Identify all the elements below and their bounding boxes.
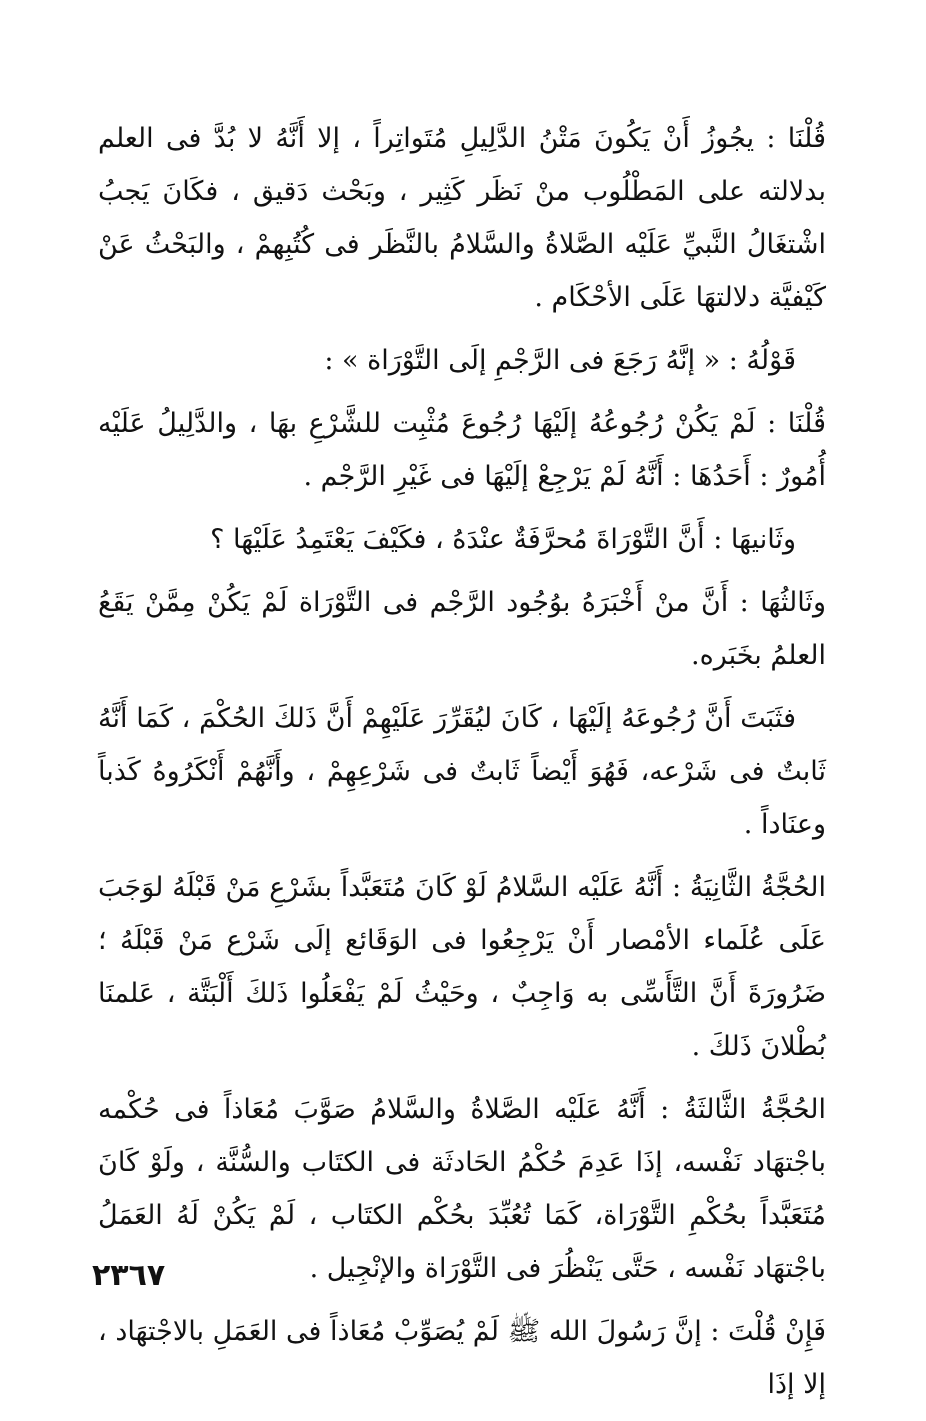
paragraph-8: الحُجَّةُ الثَّالثَةُ : أَنَّهُ عَلَيْه الصَّلاةُ والسَّلامُ صَوَّبَ مُعَاذاً فى حُكْمه باجْتهَاد نَفْسه، إذَا عَدِمَ حُكْمُ الحَادثَة فى الكتَاب والسُّنَّة ، ولَوْ كَانَ مُتَعَبَّداً بحُكْمِ التَّوْرَاة، كَمَا تُعُبِّدَ بحُكْم الكتَاب ، لَمْ يَكُنْ لَهُ العَمَلُ باجْتهَاد نَفْسه ، حَتَّى يَنْظُرَ فى التَّوْرَاة والإنْجِيل . xyxy=(98,1094,826,1284)
paragraph-5: وثَالثُهَا : أَنَّ منْ أَخْبَرَهُ بوُجُود الرَّجْم فى التَّوْرَاة لَمْ يَكُنْ مِمَّنْ يَقَعُ العلمُ بخَبَره. xyxy=(98,587,826,671)
paragraph-3: قُلْنَا : لَمْ يَكُنْ رُجُوعُهُ إلَيْهَا رُجُوعَ مُثْبِت للشَّرْعِ بهَا ، والدَّلِيلُ عَلَيْه أُمُورٌ : أَحَدُهَا : أَنَّهُ لَمْ يَرْجِعْ إلَيْهَا فى غَيْرِ الرَّجْم . xyxy=(98,408,826,492)
paragraph-9: فَإِنْ قُلْتَ : إنَّ رَسُولَ الله ﷺ لَمْ يُصَوِّبْ مُعَاذاً فى العَمَلِ بالاجْتهَاد ، إلا إذَا xyxy=(98,1316,826,1400)
paragraph-1: قُلْنَا : يجُوزُ أَنْ يَكُونَ مَتْنُ الدَّلِيلِ مُتَواتِراً ، إلا أَنَّهُ لا بُدَّ فى العلم بدلالته على المَطْلُوب منْ نَظَر كَثِير ، وبَحْث دَقيق ، فكَانَ يَجبُ اشْتغَالُ النَّبيِّ عَلَيْه الصَّلاةُ والسَّلامُ بالنَّظَر فى كُتُبِهمْ ، والبَحْثُ عَنْ كَيْفيَّة دلالتهَا عَلَى الأحْكَام . xyxy=(98,123,826,313)
paragraph-2: قَوْلُهُ : « إنَّهُ رَجَعَ فى الرَّجْمِ إلَى التَّوْرَاة » : xyxy=(324,345,796,376)
page-number: ٢٣٦٧ xyxy=(92,1258,166,1293)
paragraph-6: فثَبَتَ أَنَّ رُجُوعَهُ إلَيْهَا ، كَانَ ليُقَرِّرَ عَلَيْهِمْ أَنَّ ذَلكَ الحُكْمَ ، كَمَا أَنَّهُ ثَابتٌ فى شَرْعه، فَهُوَ أَيْضاً ثَابتٌ فى شَرْعِهِمْ ، وأَنَّهُمْ أَنْكَرُوهُ كَذباً وعنَاداً . xyxy=(98,703,826,840)
body-text xyxy=(98,112,826,1421)
paragraph-7: الحُجَّةُ الثَّانِيَةُ : أَنَّهُ عَلَيْه السَّلامُ لَوْ كَانَ مُتَعَبَّداً بشَرْعِ مَنْ قَبْلَهُ لوَجَبَ عَلَى عُلَماء الأمْصار أَنْ يَرْجِعُوا فى الوَقَائع إلَى شَرْع مَنْ قَبْلَهُ ؛ ضَرُورَةَ أَنَّ التَّأَسِّى به وَاجِبٌ ، وحَيْثُ لَمْ يَفْعَلُوا ذَلكَ أَلْبَتَّة ، عَلمنَا بُطْلانَ ذَلكَ . xyxy=(98,872,826,1062)
paragraph-4: وثَانيهَا : أَنَّ التَّوْرَاةَ مُحرَّفَةٌ عنْدَهُ ، فكَيْفَ يَعْتَمِدُ عَلَيْهَا ؟ xyxy=(210,524,796,555)
